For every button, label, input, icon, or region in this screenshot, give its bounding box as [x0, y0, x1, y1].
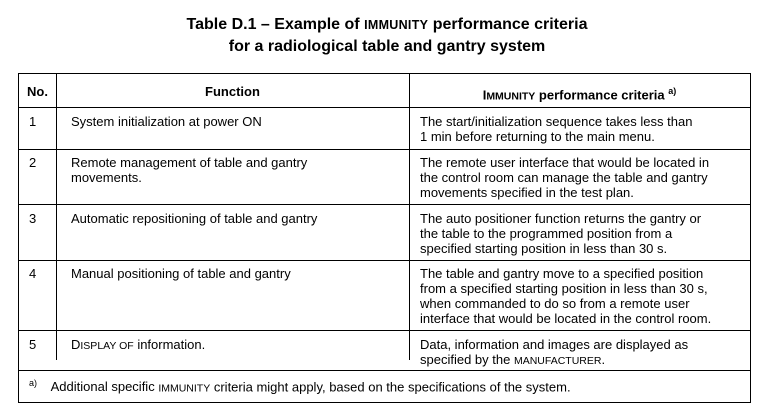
table-title: [0, 14, 774, 58]
criteria-table: [18, 73, 751, 403]
footnote: $^{a)}$ Additional specific IMMUNITY criteria might apply, based on the specifications of the system.: [29, 378, 571, 395]
table-title-line2: for a radiological table and gantry system: [228, 38, 546, 55]
row4-no: 4: [29, 266, 37, 281]
row3-function: Automatic repositioning of table and gantry: [71, 211, 318, 226]
row1-no: 1: [29, 114, 37, 129]
row3-criteria: The auto positioner function returns the gantry or the table to the programmed position from a specified starting position in less than 30 s.: [420, 211, 702, 256]
row3-no: 3: [29, 211, 37, 226]
header-criteria: IMMUNITY performance criteria $^{a)}$: [482, 86, 677, 103]
header-function: Function: [205, 84, 260, 99]
row2-no: 2: [29, 155, 37, 170]
row5-no: 5: [29, 337, 37, 352]
row5-function: DISPLAY OF information.: [71, 337, 206, 352]
row4-function: Manual positioning of table and gantry: [71, 266, 291, 281]
table-title-line1: Table D.1 – Example of IMMUNITY performance criteria: [186, 16, 588, 33]
row4-criteria: The table and gantry move to a specified position from a specified starting position in less than 30 s, when commanded to do so from a remote user interface that would be located in the control room.: [420, 266, 712, 326]
row1-criteria: The start/initialization sequence takes less than 1 min before returning to the main menu.: [420, 114, 693, 144]
header-no: No.: [27, 84, 48, 99]
row5-criteria: Data, information and images are displayed as specified by the MANUFACTURER.: [420, 337, 689, 367]
row2-criteria: The remote user interface that would be located in the control room can manage the table and gantry movements specified in the test plan.: [420, 155, 710, 200]
row1-function: System initialization at power ON: [71, 114, 262, 129]
footnote-marker: a): [29, 378, 38, 388]
row2-function: Remote management of table and gantry movements.: [71, 155, 308, 185]
